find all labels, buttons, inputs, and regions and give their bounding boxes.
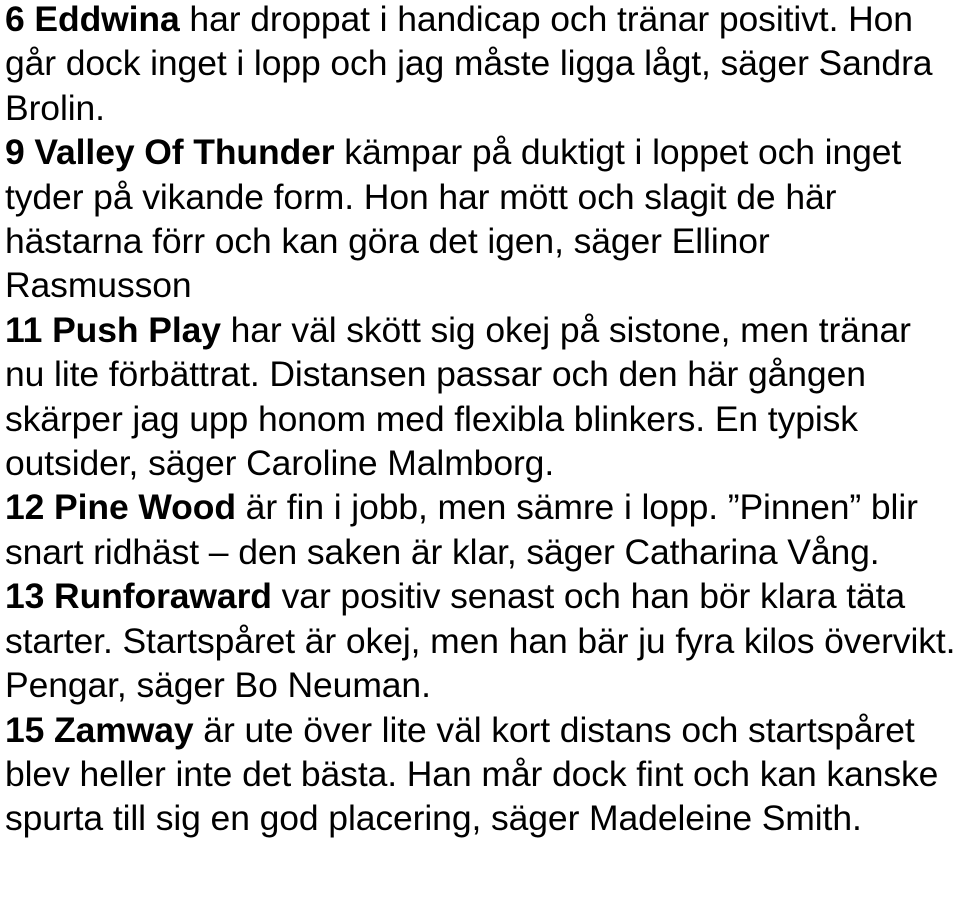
comment-text: har väl skött sig okej på sistone, men tränar nu lite förbättrat. Distansen passar och den här gången skärper jag upp honom med flexibla blinkers. En typisk outsider, säger Caroline Malmborg. [5,309,911,484]
horse-name: 12 Pine Wood [5,487,236,528]
horse-name: 6 Eddwina [5,0,180,39]
horse-comment-valley-of-thunder [5,130,958,308]
comment-text: har droppat i handicap och tränar positivt. Hon går dock inget i lopp och jag måste ligga lågt, säger Sandra Brolin. [5,0,933,128]
horse-comment-runforaward [5,574,958,707]
horse-name: 9 Valley Of Thunder [5,132,335,173]
horse-comment-zamway [5,708,958,841]
comment-text: var positiv senast och han bör klara täta starter. Startspåret är okej, men han bär ju fyra kilos övervikt. Pengar, säger Bo Neuman. [5,576,956,706]
horse-name: 13 Runforaward [5,576,272,617]
horse-comment-push-play [5,308,958,486]
comment-text: är ute över lite väl kort distans och startspåret blev heller inte det bästa. Han mår dock fint och kan kanske spurta till sig en god placering, säger Madeleine Smith. [5,709,939,839]
horse-name: 11 Push Play [5,309,221,350]
comment-text: kämpar på duktigt i loppet och inget tyder på vikande form. Hon har mött och slagit de här hästarna förr och kan göra det igen, säger Ellinor Rasmusson [5,132,902,306]
comment-text: är fin i jobb, men sämre i lopp. ”Pinnen” blir snart ridhäst – den saken är klar, säger Catharina Vång. [5,487,918,572]
horse-name: 15 Zamway [5,709,194,750]
horse-comment-eddwina [5,0,958,130]
horse-comment-pine-wood [5,485,958,574]
